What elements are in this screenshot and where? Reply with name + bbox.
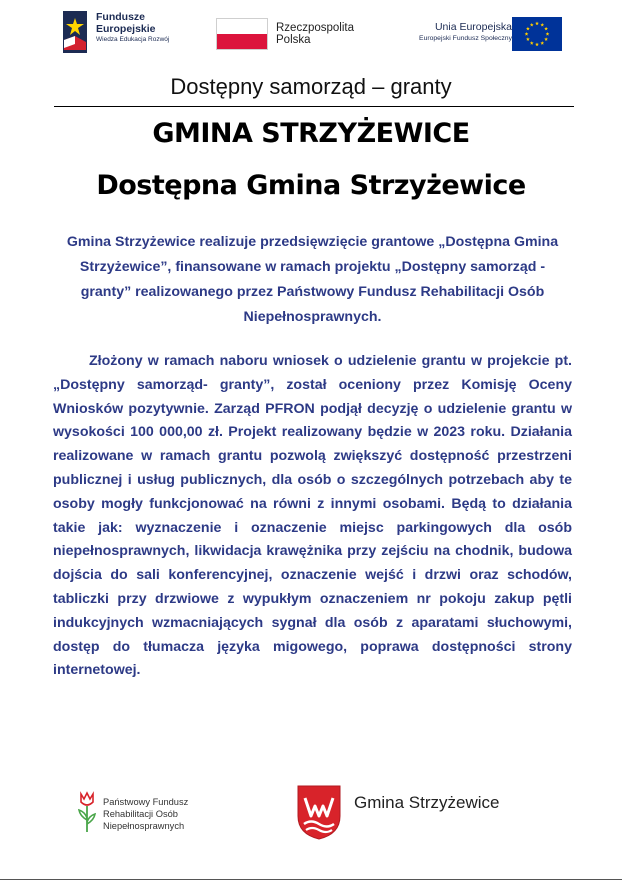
page-subtitle: Dostępna Gmina Strzyżewice xyxy=(96,170,526,201)
pfron-line1: Państwowy Fundusz xyxy=(103,797,189,807)
ue-line1: Unia Europejska xyxy=(434,21,512,33)
rp-line1: Rzeczpospolita xyxy=(276,22,354,34)
fe-line2: Europejskie xyxy=(96,23,156,35)
ue-line2: Europejski Fundusz Społeczny xyxy=(419,35,512,42)
page-title: GMINA STRZYŻEWICE xyxy=(152,118,470,149)
unia-europejska-logo xyxy=(392,14,572,54)
intro-paragraph: Gmina Strzyżewice realizuje przedsięwzięcie grantowe „Dostępna Gmina Strzyżewice”, finansowane w ramach projektu „Dostępny samorząd - granty” realizowanego przez Państwowy Fundusz Rehabilitacji Osób Niepełnosprawnych. xyxy=(66,234,559,325)
rzeczpospolita-logo xyxy=(214,14,374,54)
pfron-text xyxy=(103,796,188,832)
fundusze-europejskie-logo xyxy=(62,10,182,58)
polish-flag-icon xyxy=(216,18,268,50)
fundusze-europejskie-icon xyxy=(62,10,88,54)
eu-flag-icon xyxy=(512,17,562,51)
rp-text xyxy=(276,22,354,46)
pfron-tulip-icon xyxy=(76,790,98,834)
header-title: Dostępny samorząd – granty xyxy=(170,74,452,99)
logo-bar xyxy=(0,8,622,58)
pfron-line2: Rehabilitacji Osób xyxy=(103,809,178,819)
pfron-logo xyxy=(72,788,232,838)
coat-of-arms-icon xyxy=(296,784,342,840)
gmina-name: Gmina Strzyżewice xyxy=(354,793,500,812)
fe-line1: Fundusze xyxy=(96,11,145,23)
body-paragraph: Złożony w ramach naboru wniosek o udzielenie grantu w projekcie pt. „Dostępny samorząd- granty”, został oceniony przez Komisję Oceny Wniosków pozytywnie. Zarząd PFRON podjął decyzję o udzielenie grantu w wysokości 100 000,00 zł. Projekt realizowany będzie w 2023 roku. Działania realizowane w ramach grantu pozwolą zwiększyć dostępność przestrzeni publicznej i usług publicznych, dla osób o szczególnych potrzebach aby te osoby mogły funkcjonować na równi z innymi osobami. Będą to działania takie jak: wyznaczenie i oznaczenie miejsc parkingowych dla osób niepełnosprawnych, likwidacja krawężnika przy zejściu na chodnik, budowa dojścia do sali konferencyjnej, oznaczenie wejść i drzwi oraz schodów, tabliczki przy drzwiowe z wypukłym oznaczeniem nr pokoju zakup pętli indukcyjnych wzmacniających sygnał dla osób z aparatami słuchowymi, dostęp do tłumacza języka migowego, poprawa dostępności strony internetowej. xyxy=(53,353,572,679)
header-divider xyxy=(54,106,574,107)
pfron-line3: Niepełnosprawnych xyxy=(103,821,185,831)
fe-subtitle: Wiedza Edukacja Rozwój xyxy=(96,36,170,43)
rp-line2: Polska xyxy=(276,34,311,46)
fe-text xyxy=(96,11,169,43)
bottom-divider xyxy=(0,879,622,880)
ue-text xyxy=(419,21,512,42)
